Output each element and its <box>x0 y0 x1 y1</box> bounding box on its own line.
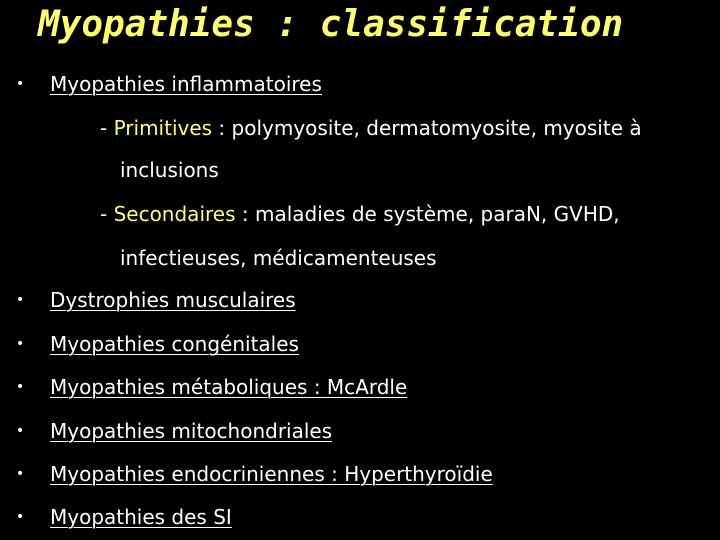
bullet-dot: • <box>16 76 25 92</box>
bullet-dot: • <box>16 466 25 482</box>
sub-bullet-secondaires <box>100 202 620 226</box>
sub-dash: - <box>100 202 108 226</box>
bullet-dystrophies: Dystrophies musculaires <box>50 288 296 312</box>
secondaires-description: : maladies de système, paraN, GVHD, <box>235 202 620 226</box>
bullet-dot: • <box>16 336 25 352</box>
slide-title: Myopathies : classification <box>38 4 624 45</box>
bullet-dot: • <box>16 423 25 439</box>
secondaires-description-line2: infectieuses, médicamenteuses <box>120 246 437 270</box>
bullet-congenitales: Myopathies congénitales <box>50 332 299 356</box>
bullet-metaboliques: Myopathies métaboliques : McArdle <box>50 375 408 399</box>
bullet-myopathies-inflammatoires: Myopathies inflammatoires <box>50 72 322 96</box>
bullet-mitochondriales: Myopathies mitochondriales <box>50 419 333 443</box>
bullet-dot: • <box>16 379 25 395</box>
bullet-des-si: Myopathies des SI <box>50 505 232 529</box>
sub-dash: - <box>100 116 108 140</box>
term-primitives: Primitives <box>113 116 213 140</box>
bullet-endocriniennes: Myopathies endocriniennes : Hyperthyroïdie <box>50 462 493 486</box>
term-secondaires: Secondaires <box>113 202 236 226</box>
bullet-dot: • <box>16 292 25 308</box>
primitives-description: : polymyosite, dermatomyosite, myosite à <box>212 116 642 140</box>
sub-bullet-primitives <box>100 116 642 140</box>
primitives-description-line2: inclusions <box>120 158 219 182</box>
bullet-dot: • <box>16 509 25 525</box>
